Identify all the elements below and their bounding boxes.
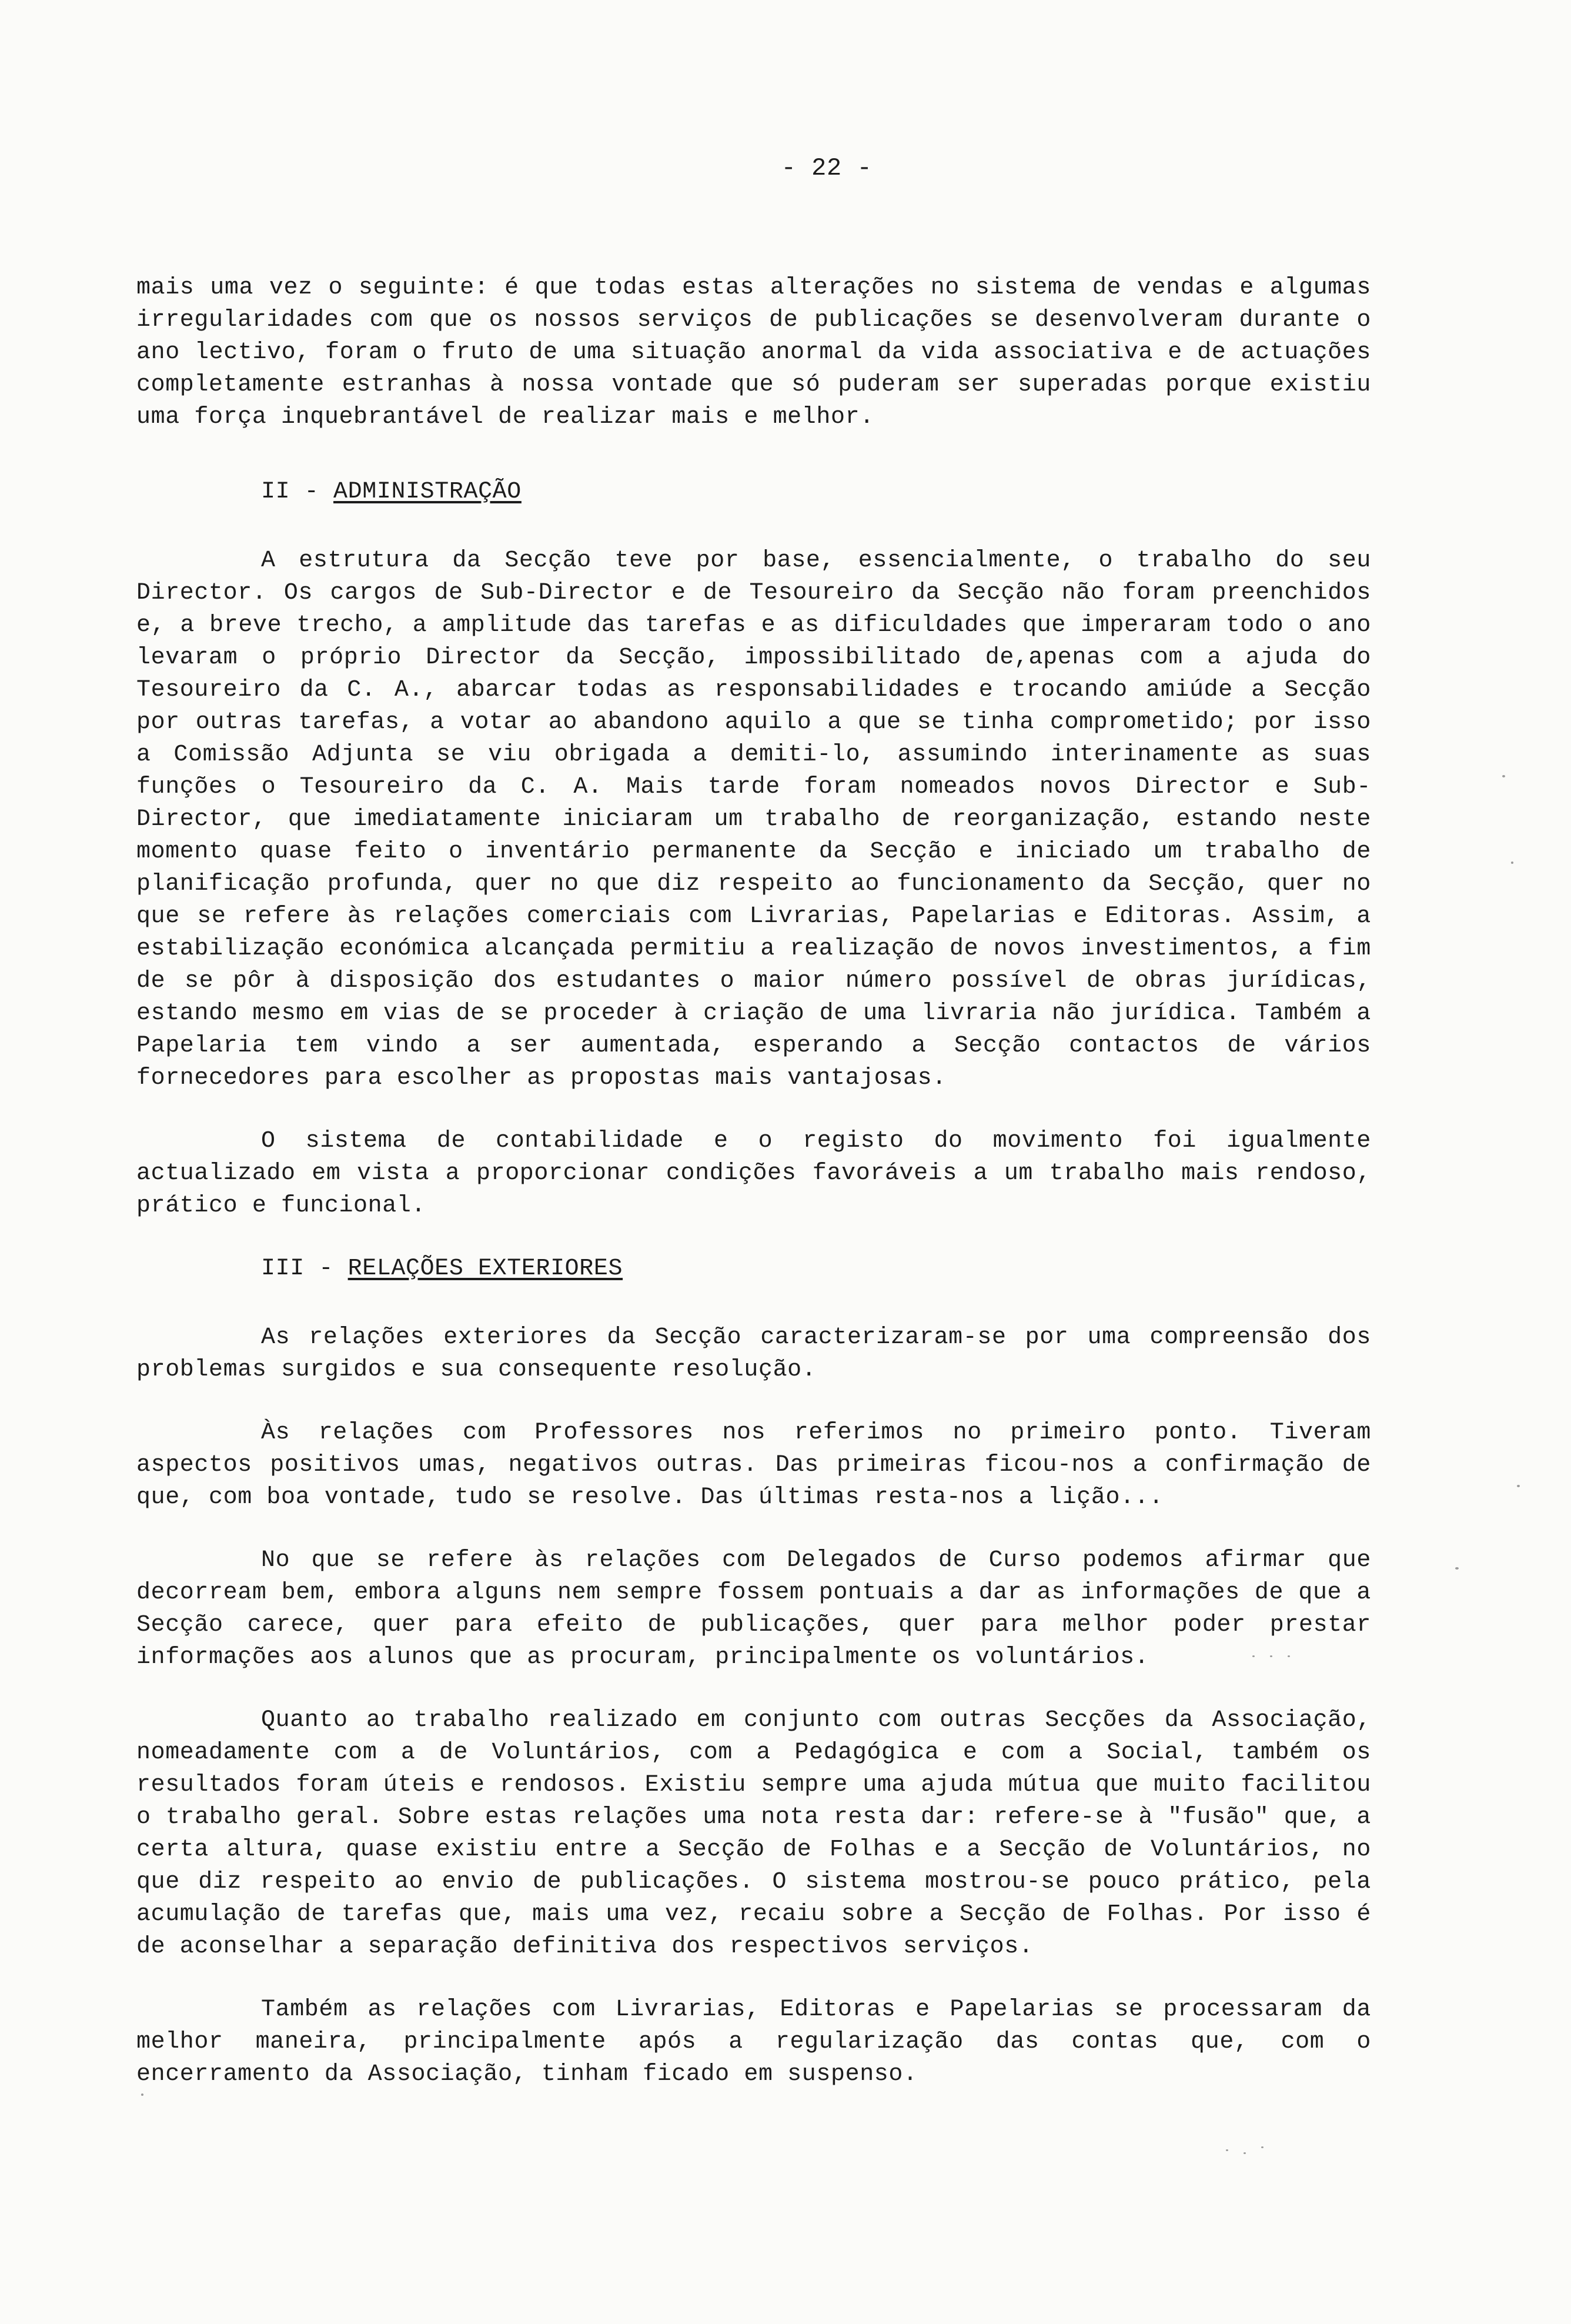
scan-speck	[141, 2093, 143, 2096]
scan-speck	[1517, 1485, 1520, 1487]
section-heading-relacoes-exteriores	[136, 1253, 1371, 1285]
paragraph: A estrutura da Secção teve por base, essencialmente, o trabalho do seu Director. Os cargos de Sub-Director e de Tesoureiro da Secção não foram preenchidos e, a breve trecho, a amplitude das tarefas e as dificuldades que imperaram todo o ano levaram o próprio Director da Secção, impossibilitado de,apenas com a ajuda do Tesoureiro da C. A., abarcar todas as responsabilidades e trocando amiúde a Secção por outras tarefas, a votar ao abandono aquilo a que se tinha comprometido; por isso a Comissão Adjunta se viu obrigada a demiti-lo, assumindo interinamente as suas funções o Tesoureiro da C. A. Mais tarde foram nomeados novos Director e Sub-Director, que imediatamente iniciaram um trabalho de reorganização, estando neste momento quase feito o inventário permanente da Secção e iniciado um trabalho de planificação profunda, quer no que diz respeito ao funcionamento da Secção, quer no que se refere às relações comerciais com Livrarias, Papelarias e Editoras. Assim, a estabilização económica alcançada permitiu a realização de novos investimentos, a fim de se pôr à disposição dos estudantes o maior número possível de obras jurídicas, estando mesmo em vias de se proceder à criação de uma livraria não jurídica. Também a Papelaria tem vindo a ser aumentada, esperando a Secção contactos de vários fornecedores para escolher as propostas mais vantajosas.	[136, 547, 1371, 1091]
paragraph: As relações exteriores da Secção caracterizaram-se por uma compreensão dos problemas surgidos e sua consequente resolução.	[136, 1324, 1371, 1383]
paragraph: O sistema de contabilidade e o registo do movimento foi igualmente actualizado em vista a proporcionar condições favoráveis a um trabalho mais rendoso, prático e funcional.	[136, 1128, 1371, 1219]
intro-paragraph: mais uma vez o seguinte: é que todas estas alterações no sistema de vendas e algumas irregularidades com que os nossos serviços de publicações se desenvolveram durante o ano lectivo, foram o fruto de uma situação anormal da vida associativa e de actuações completamente estranhas à nossa vontade que só puderam ser superadas porque existiu uma força inquebrantável de realizar mais e melhor.	[136, 275, 1371, 430]
page-number: - 22 -	[781, 154, 873, 182]
section-number: III -	[261, 1256, 348, 1282]
scan-speck	[1455, 1567, 1459, 1570]
scan-speck	[1261, 2146, 1264, 2148]
scan-speck	[1244, 2152, 1246, 2154]
scan-speck	[1252, 1655, 1255, 1657]
document-body	[136, 272, 1371, 2121]
scan-speck	[1226, 2149, 1228, 2151]
scan-speck	[1270, 1655, 1272, 1657]
paragraph: No que se refere às relações com Delegados de Curso podemos afirmar que decorream bem, embora alguns nem sempre fossem pontuais a dar as informações de que a Secção carece, quer para efeito de publicações, quer para melhor poder prestar informações aos alunos que as procuram, principalmente os voluntários.	[136, 1547, 1371, 1671]
scan-speck	[1288, 1655, 1290, 1657]
section-title: RELAÇÕES EXTERIORES	[347, 1256, 623, 1282]
section-heading-administracao	[136, 476, 1371, 508]
section-number: II -	[261, 479, 334, 505]
paragraph: Quanto ao trabalho realizado em conjunto com outras Secções da Associação, nomeadamente com a de Voluntários, com a Pedagógica e com a Social, também os resultados foram úteis e rendosos. Existiu sempre uma ajuda mútua que muito facilitou o trabalho geral. Sobre estas relações uma nota resta dar: refere-se à "fusão" que, a certa altura, quase existiu entre a Secção de Folhas e a Secção de Voluntários, no que diz respeito ao envio de publicações. O sistema mostrou-se pouco prático, pela acumulação de tarefas que, mais uma vez, recaiu sobre a Secção de Folhas. Por isso é de aconselhar a separação definitiva dos respectivos serviços.	[136, 1707, 1371, 1960]
scan-speck	[1511, 862, 1513, 864]
scan-speck	[1502, 775, 1505, 777]
section-title: ADMINISTRAÇÃO	[333, 479, 522, 505]
paragraph: Às relações com Professores nos referimos no primeiro ponto. Tiveram aspectos positivos umas, negativos outras. Das primeiras ficou-nos a confirmação de que, com boa vontade, tudo se resolve. Das últimas resta-nos a lição...	[136, 1420, 1371, 1511]
paragraph: Também as relações com Livrarias, Editoras e Papelarias se processaram da melhor maneira, principalmente após a regularização das contas que, com o encerramento da Associação, tinham ficado em suspenso.	[136, 1996, 1371, 2088]
